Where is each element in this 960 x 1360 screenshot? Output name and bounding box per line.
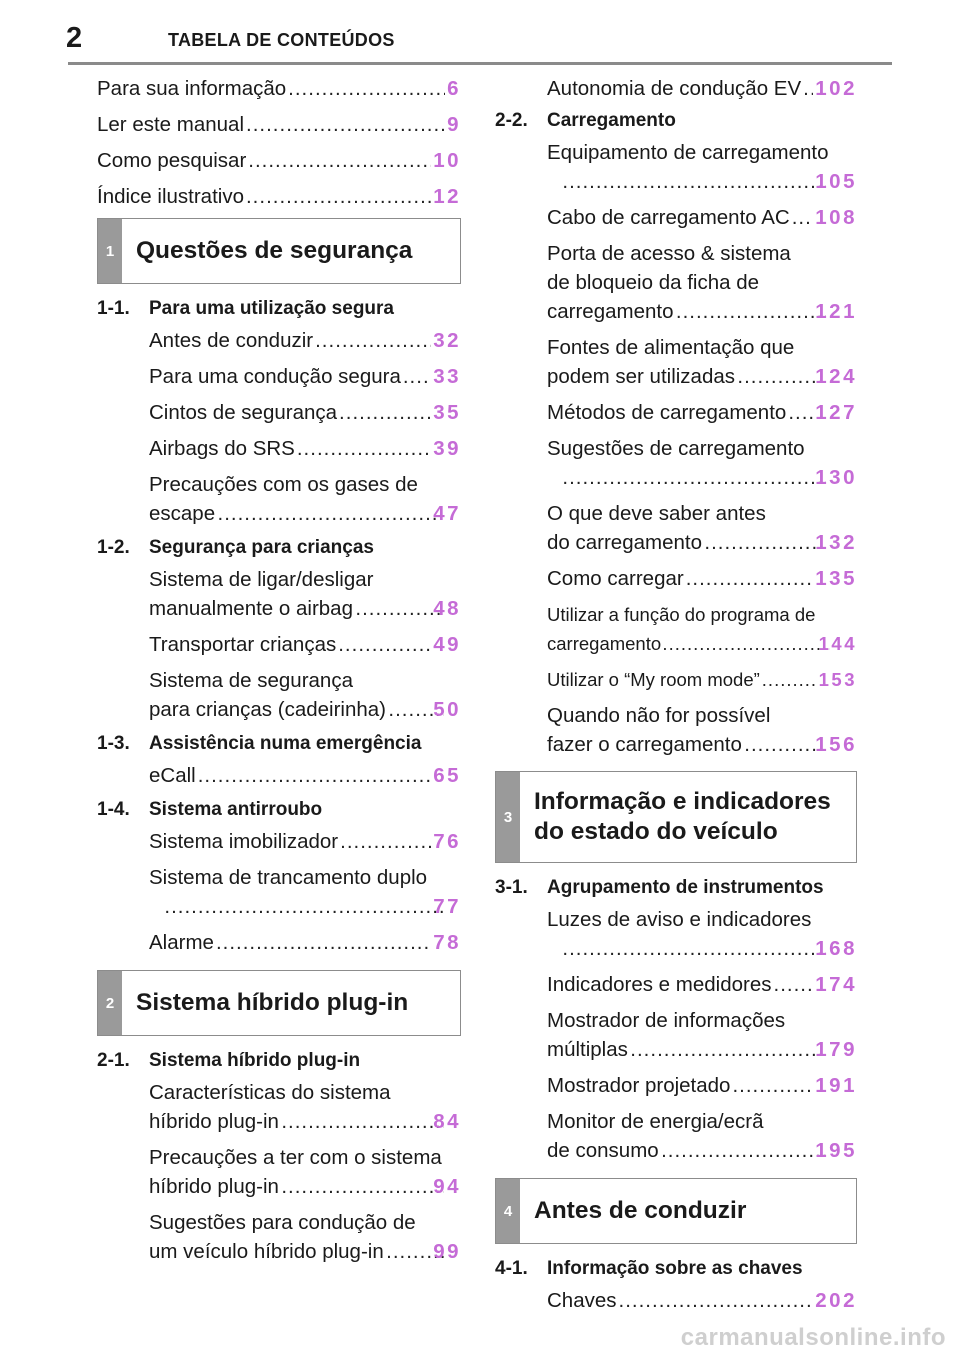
toc-entry-text: carregamento	[547, 633, 662, 654]
toc-entry-text: Autonomia de condução EV	[547, 77, 802, 100]
toc-entry[interactable]	[495, 1107, 857, 1165]
page-link[interactable]: 32	[433, 329, 461, 352]
dot-leader	[562, 463, 826, 492]
page-link[interactable]: 94	[433, 1175, 461, 1198]
toc-entry-text: Fontes de alimentação que	[547, 336, 795, 359]
toc-entry-text: múltiplas	[547, 1038, 628, 1061]
dot-leader	[281, 1107, 444, 1136]
page-link[interactable]: 127	[815, 401, 857, 424]
toc-entry-text: Utilizar o “My room mode”	[547, 669, 760, 690]
page-link[interactable]: 39	[433, 437, 461, 460]
dot-leader	[338, 630, 431, 659]
toc-entry-text: Luzes de aviso e indicadores	[547, 908, 812, 931]
chapter-tab: 2	[98, 971, 122, 1035]
toc-entry-text: carregamento	[547, 300, 674, 323]
toc-entry-text: Como carregar	[547, 567, 684, 590]
right-column	[495, 74, 857, 1322]
dot-leader	[619, 1286, 814, 1315]
toc-entry-text: Antes de conduzir	[149, 329, 314, 352]
page-link[interactable]: 195	[815, 1139, 857, 1162]
dot-leader	[403, 362, 431, 391]
toc-entry-text: para crianças (cadeirinha)	[149, 698, 387, 721]
toc-entry-text: eCall	[149, 764, 196, 787]
chapter-title: Antes de conduzir	[534, 1197, 747, 1224]
toc-entry[interactable]	[97, 74, 461, 103]
toc-entry[interactable]	[97, 470, 461, 528]
chapter-4-box[interactable]	[495, 1178, 857, 1244]
toc-entry[interactable]	[495, 239, 857, 326]
dot-leader	[704, 528, 826, 557]
toc-entry-text: Utilizar a função do programa de	[547, 604, 816, 625]
dot-leader	[288, 74, 445, 103]
toc-entry[interactable]	[495, 333, 857, 391]
toc-entry[interactable]	[495, 1006, 857, 1064]
toc-entry[interactable]	[495, 1071, 857, 1100]
page-link[interactable]: 121	[815, 300, 857, 323]
toc-entry-text: híbrido plug-in	[149, 1110, 279, 1133]
toc-entry-text: Sugestões de carregamento	[547, 437, 805, 460]
toc-entry[interactable]	[495, 1286, 857, 1315]
page-link[interactable]: 156	[815, 733, 857, 756]
dot-leader	[675, 297, 826, 326]
chapter-title: Sistema híbrido plug-in	[136, 989, 409, 1016]
page-link[interactable]: 174	[815, 973, 857, 996]
toc-entry-text: Métodos de carregamento	[547, 401, 787, 424]
toc-entry-text: Quando não for possível	[547, 704, 771, 727]
page-link[interactable]: 144	[818, 633, 857, 654]
toc-entry[interactable]	[97, 398, 461, 427]
toc-entry[interactable]	[97, 326, 461, 355]
toc-entry-text: Precauções com os gases de	[149, 473, 418, 496]
chapter-2-box[interactable]	[97, 970, 461, 1036]
dot-leader	[686, 564, 814, 593]
page-link[interactable]: 130	[815, 466, 857, 489]
page-link[interactable]: 77	[433, 895, 461, 918]
toc-entry[interactable]	[495, 203, 857, 232]
dot-leader	[762, 665, 817, 694]
toc-entry-text: Transportar crianças	[149, 633, 337, 656]
dot-leader	[340, 827, 431, 856]
dot-leader	[281, 1172, 444, 1201]
section-heading: 3-1. Agrupamento de instrumentos	[495, 877, 824, 898]
page-header	[0, 0, 960, 70]
dot-leader	[297, 434, 431, 463]
toc-entry-text: Equipamento de carregamento	[547, 141, 829, 164]
toc-entry[interactable]	[495, 398, 857, 427]
page-link[interactable]: 102	[815, 77, 857, 100]
toc-entry-text: fazer o carregamento	[547, 733, 742, 756]
dot-leader	[198, 761, 431, 790]
toc-entry[interactable]	[495, 600, 857, 658]
chapter-tab: 4	[496, 1179, 520, 1243]
toc-entry-text: podem ser utilizadas	[547, 365, 736, 388]
header-title: TABELA DE CONTEÚDOS	[168, 30, 395, 50]
dot-leader	[248, 146, 431, 175]
toc-entry-text: Para sua informação	[97, 77, 287, 100]
dot-leader	[315, 326, 431, 355]
toc-entry-text: Cintos de segurança	[149, 401, 338, 424]
toc-entry[interactable]	[97, 863, 461, 921]
dot-leader	[562, 167, 826, 196]
page-link[interactable]: 35	[433, 401, 461, 424]
page-link[interactable]: 202	[815, 1289, 857, 1312]
dot-leader	[216, 928, 431, 957]
toc-entry-text: híbrido plug-in	[149, 1175, 279, 1198]
dot-leader	[246, 182, 431, 211]
dot-leader	[744, 730, 826, 759]
toc-entry-text: Chaves	[547, 1289, 617, 1312]
page-link[interactable]: 153	[818, 669, 857, 690]
dot-leader	[246, 110, 445, 139]
toc-entry[interactable]	[495, 499, 857, 557]
page-link[interactable]: 78	[433, 931, 461, 954]
dot-leader	[803, 74, 813, 103]
toc-entry-text: do carregamento	[547, 531, 702, 554]
toc-entry-text: Ler este manual	[97, 113, 245, 136]
toc-entry[interactable]	[97, 928, 461, 957]
dot-leader	[661, 1136, 827, 1165]
toc-entry-text: Cabo de carregamento AC	[547, 206, 790, 229]
toc-entry-text: Como pesquisar	[97, 149, 247, 172]
dot-leader	[630, 1035, 826, 1064]
page-link[interactable]: 9	[447, 113, 461, 136]
toc-entry-text: Sistema de ligar/desligar	[149, 568, 374, 591]
chapter-tab: 3	[496, 772, 520, 862]
page-link[interactable]: 12	[433, 185, 461, 208]
toc-entry-text: Porta de acesso & sistema	[547, 242, 791, 265]
toc-entry[interactable]	[97, 146, 461, 175]
page-link[interactable]: 48	[433, 597, 461, 620]
page-link[interactable]: 132	[815, 531, 857, 554]
header-rule	[68, 62, 892, 65]
page-link[interactable]: 65	[433, 764, 461, 787]
toc-entry-text: de bloqueio da ficha de	[547, 271, 760, 294]
toc-entry-text: Alarme	[149, 931, 214, 954]
page-link[interactable]: 135	[815, 567, 857, 590]
toc-entry-text: Sistema imobilizador	[149, 830, 339, 853]
dot-leader	[792, 203, 814, 232]
left-column	[97, 74, 461, 1273]
page-link[interactable]: 47	[433, 502, 461, 525]
toc-entry-text: Para uma condução segura	[149, 365, 401, 388]
section-heading: 1-1. Para uma utilização segura	[97, 298, 394, 319]
toc-entry[interactable]	[495, 434, 857, 492]
toc-entry-text: Mostrador de informações	[547, 1009, 786, 1032]
toc-entry[interactable]	[97, 1143, 461, 1201]
toc-entry[interactable]	[495, 74, 857, 103]
page-link[interactable]: 99	[433, 1240, 461, 1263]
toc-entry[interactable]	[495, 701, 857, 759]
page-link[interactable]: 124	[815, 365, 857, 388]
dot-leader	[164, 892, 444, 921]
toc-entry[interactable]	[495, 665, 857, 694]
section-heading: 4-1. Informação sobre as chaves	[495, 1258, 803, 1279]
page-link[interactable]: 49	[433, 633, 461, 656]
page-link[interactable]: 33	[433, 365, 461, 388]
dot-leader	[732, 1071, 813, 1100]
toc-entry-text: de consumo	[547, 1139, 659, 1162]
dot-leader	[663, 629, 829, 658]
section-heading: 1-4. Sistema antirroubo	[97, 799, 323, 820]
toc-entry[interactable]	[495, 138, 857, 196]
section-heading: 2-2. Carregamento	[495, 110, 676, 131]
dot-leader	[788, 398, 813, 427]
toc-entry[interactable]	[97, 434, 461, 463]
toc-entry[interactable]	[495, 905, 857, 963]
dot-leader	[774, 970, 814, 999]
page-link[interactable]: 50	[433, 698, 461, 721]
toc-entry[interactable]	[97, 630, 461, 659]
toc-entry-text: Mostrador projetado	[547, 1074, 731, 1097]
toc-entry[interactable]	[97, 1078, 461, 1136]
dot-leader	[737, 362, 826, 391]
toc-entry[interactable]	[97, 362, 461, 391]
toc-entry-text: Características do sistema	[149, 1081, 391, 1104]
dot-leader	[339, 398, 431, 427]
toc-entry-text: Airbags do SRS	[149, 437, 295, 460]
chapter-title: Informação e indicadores do estado do veículo	[534, 788, 831, 845]
toc-entry-text: escape	[149, 502, 216, 525]
toc-entry-text: O que deve saber antes	[547, 502, 766, 525]
section-heading: 1-3. Assistência numa emergência	[97, 733, 422, 754]
toc-entry-text: Sistema de trancamento duplo	[149, 866, 428, 889]
page-link[interactable]: 179	[815, 1038, 857, 1061]
section-heading: 1-2. Segurança para crianças	[97, 537, 374, 558]
chapter-3-box[interactable]	[495, 771, 857, 863]
page-link[interactable]: 108	[815, 206, 857, 229]
section-heading: 2-1. Sistema híbrido plug-in	[97, 1050, 361, 1071]
page-number: 2	[66, 22, 83, 54]
chapter-title: Questões de segurança	[136, 237, 413, 264]
page-link[interactable]: 191	[815, 1074, 857, 1097]
toc-entry[interactable]	[97, 1208, 461, 1266]
toc-entry[interactable]	[495, 564, 857, 593]
dot-leader	[217, 499, 444, 528]
toc-entry[interactable]	[97, 666, 461, 724]
toc-entry-text: Sistema de segurança	[149, 669, 353, 692]
toc-entry[interactable]	[97, 182, 461, 211]
page-link[interactable]: 10	[433, 149, 461, 172]
toc-entry[interactable]	[97, 565, 461, 623]
dot-leader	[355, 594, 444, 623]
chapter-1-box[interactable]	[97, 218, 461, 284]
toc-entry-text: manualmente o airbag	[149, 597, 353, 620]
toc-entry-text: Índice ilustrativo	[97, 185, 244, 208]
toc-entry-text: Sugestões para condução de	[149, 1211, 416, 1234]
toc-entry[interactable]	[97, 110, 461, 139]
page-link[interactable]: 105	[815, 170, 857, 193]
toc-entry-text: Indicadores e medidores	[547, 973, 772, 996]
dot-leader	[562, 934, 826, 963]
toc-entry-text: Monitor de energia/ecrã	[547, 1110, 764, 1133]
page-link[interactable]: 84	[433, 1110, 461, 1133]
toc-entry[interactable]	[97, 761, 461, 790]
watermark: carmanualsonline.info	[680, 1324, 946, 1351]
toc-entry-text: Precauções a ter com o sistema	[149, 1146, 442, 1169]
page-link[interactable]: 76	[433, 830, 461, 853]
toc-entry-text: um veículo híbrido plug-in	[149, 1240, 384, 1263]
toc-entry[interactable]	[97, 827, 461, 856]
page-link[interactable]: 6	[447, 77, 461, 100]
toc-entry[interactable]	[495, 970, 857, 999]
page-link[interactable]: 168	[815, 937, 857, 960]
chapter-tab: 1	[98, 219, 122, 283]
